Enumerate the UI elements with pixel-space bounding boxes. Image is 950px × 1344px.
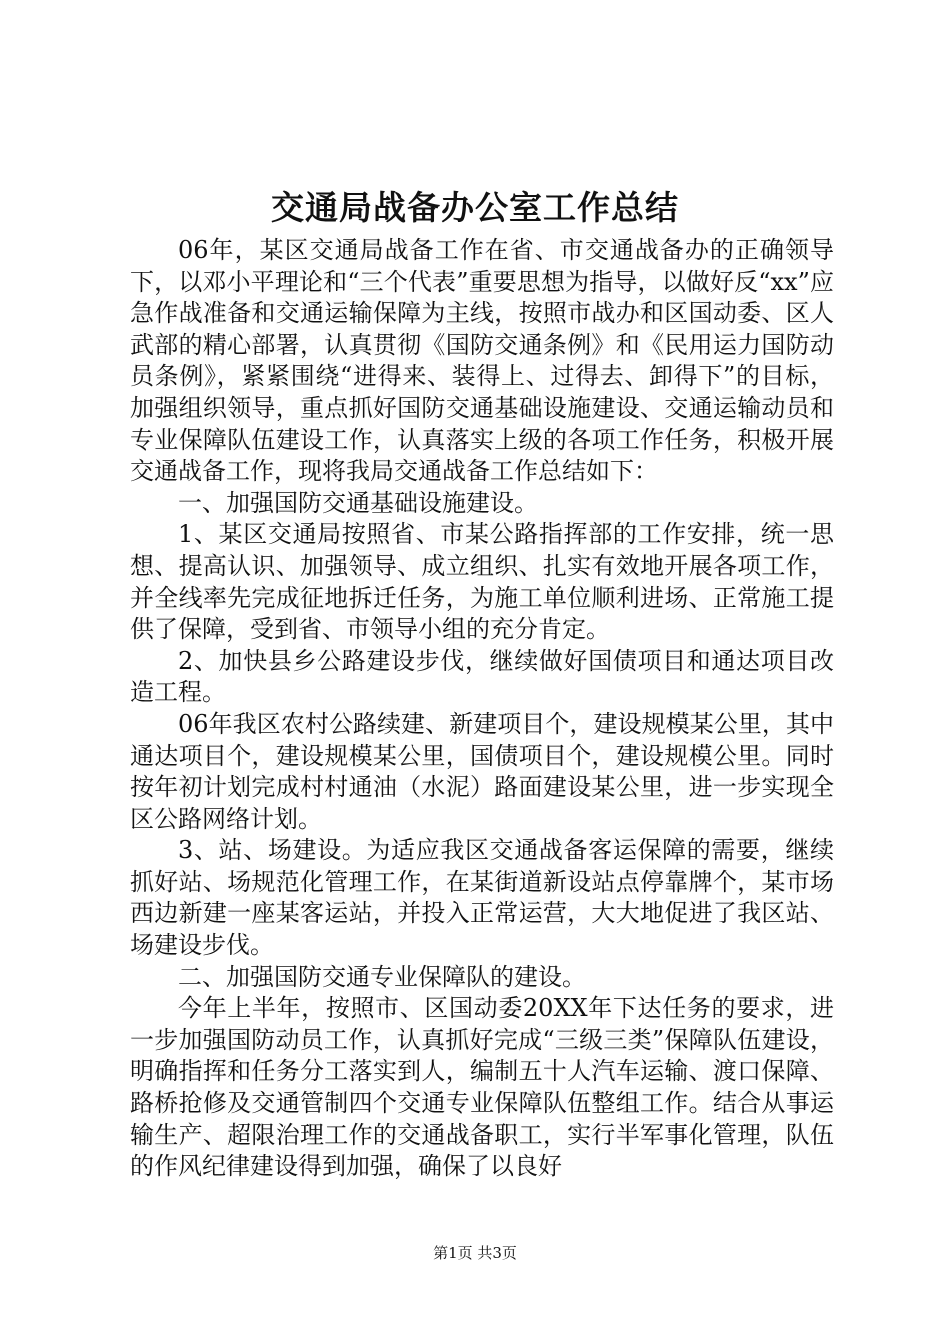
page-footer: 第1页 共3页 [433, 1244, 517, 1262]
paragraph-intro: 06年，某区交通局战备工作在省、市交通战备办的正确领导下，以邓小平理论和“三个代表”重要思想为指导，以做好反“xx”应急作战准备和交通运输保障为主线，按照市战办和区国动委、区人武部的精心部署，认真贯彻《国防交通条例》和《民用运力国防动员条例》，紧紧围绕“进得来、装得上、过得去、卸得下”的目标，加强组织领导，重点抓好国防交通基础设施建设、交通运输动员和专业保障队伍建设工作，认真落实上级的各项工作任务，积极开展交通战备工作，现将我局交通战备工作总结如下： [130, 236, 834, 486]
document-body [130, 235, 834, 1183]
heading-section-2: 二、加强国防交通专业保障队的建设。 [178, 962, 586, 991]
document-title: 交通局战备办公室工作总结 [271, 188, 679, 227]
heading-section-1: 一、加强国防交通基础设施建设。 [178, 488, 538, 517]
paragraph-support-team: 今年上半年，按照市、区国动委20XX年下达任务的要求，进一步加强国防动员工作，认真抓好完成“三级三类”保障队伍建设，明确指挥和任务分工落实到人，编制五十人汽车运输、渡口保障、路桥抢修及交通管制四个交通专业保障队伍整组工作。结合从事运输生产、超限治理工作的交通战备职工，实行半军事化管理，队伍的作风纪律建设得到加强，确保了以良好 [130, 994, 834, 1181]
paragraph-item-2: 2、加快县乡公路建设步伐，继续做好国债项目和通达项目改造工程。 [130, 646, 834, 707]
paragraph-rural-roads: 06年我区农村公路续建、新建项目个，建设规模某公里，其中通达项目个，建设规模某公里，国债项目个，建设规模公里。同时按年初计划完成村村通油（水泥）路面建设某公里，进一步实现全区公路网络计划。 [130, 709, 834, 833]
paragraph-item-1: 1、某区交通局按照省、市某公路指挥部的工作安排，统一思想、提高认识、加强领导、成立组织、扎实有效地开展各项工作，并全线率先完成征地拆迁任务，为施工单位顺利进场、正常施工提供了保障，受到省、市领导小组的充分肯定。 [130, 520, 834, 644]
paragraph-item-3: 3、站、场建设。为适应我区交通战备客运保障的需要，继续抓好站、场规范化管理工作，在某街道新设站点停靠牌个，某市场西边新建一座某客运站，并投入正常运营，大大地促进了我区站、场建设步伐。 [130, 836, 834, 960]
